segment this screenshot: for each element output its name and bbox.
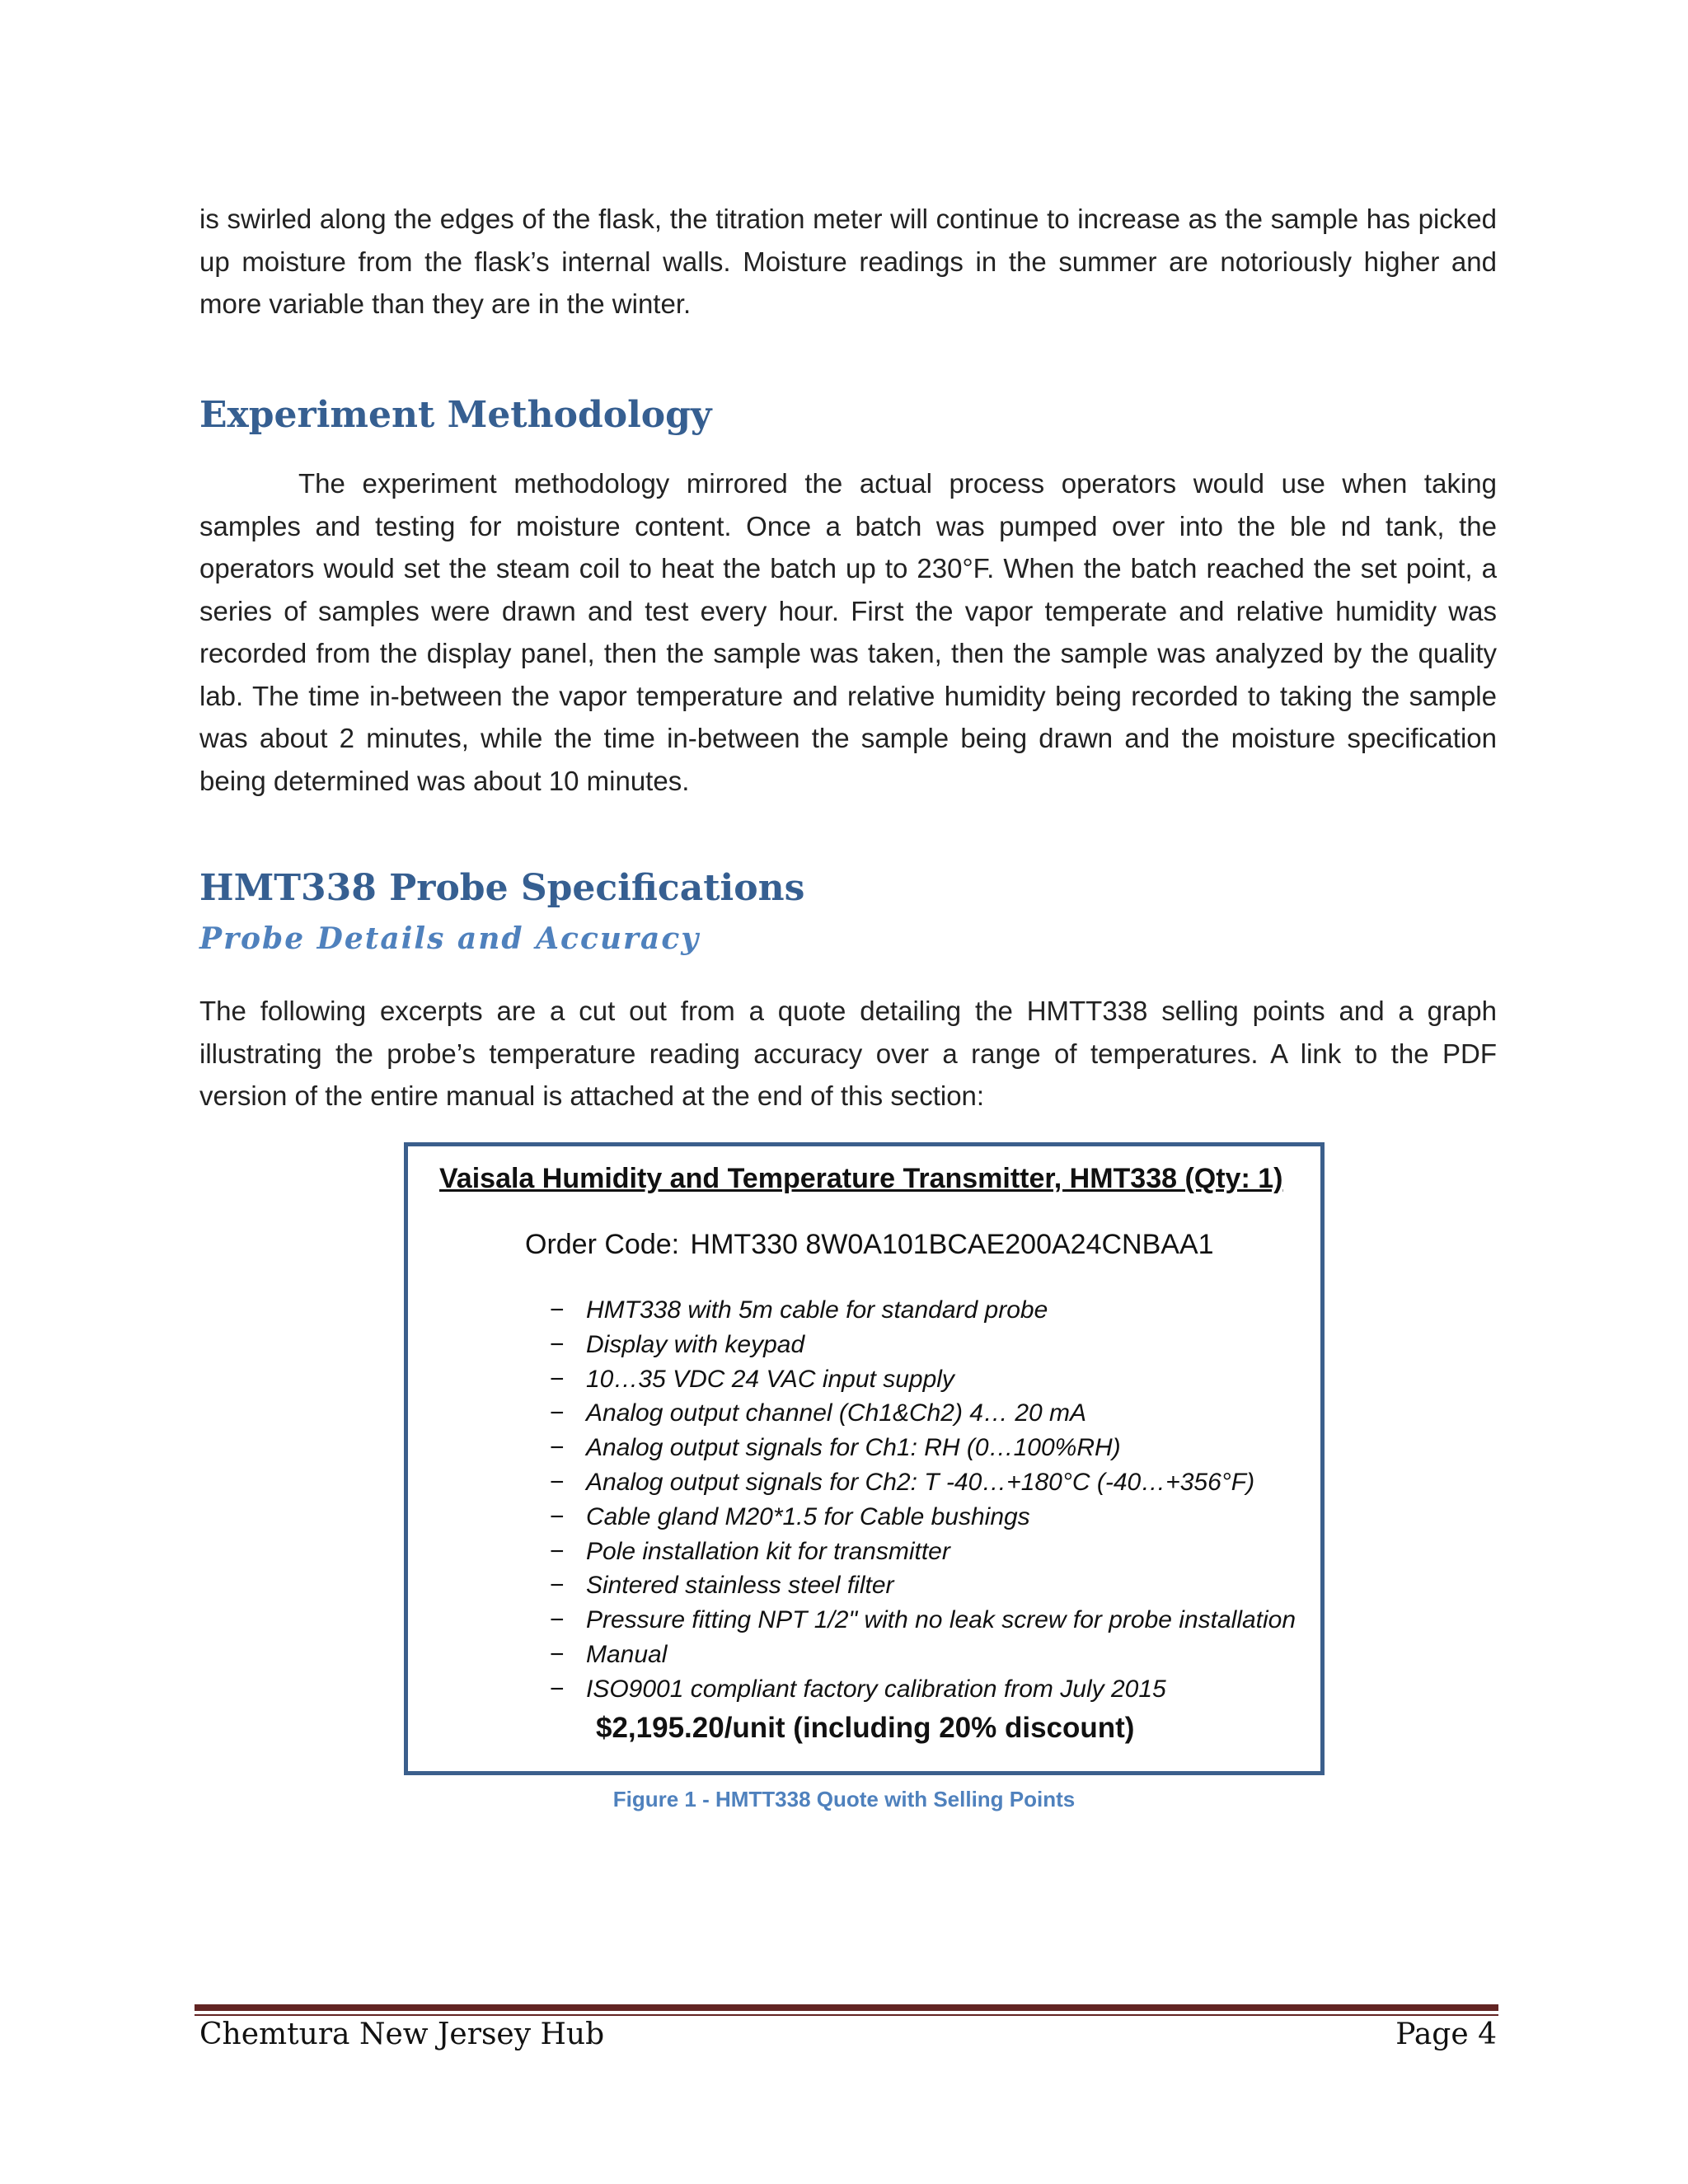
spec-list-item (550, 1431, 1296, 1465)
order-code-label: Order Code: (525, 1229, 680, 1260)
spec-list-item (550, 1500, 1296, 1535)
footer-rule (195, 2004, 1498, 2011)
bullet-dash: − (550, 1640, 565, 1668)
quote-box (404, 1142, 1325, 1775)
spec-list-item (550, 1328, 1296, 1362)
methodology-heading: Experiment Methodology (199, 394, 712, 436)
bullet-dash: − (550, 1675, 565, 1703)
page-number: Page 4 (1395, 2018, 1497, 2051)
bullet-dash: − (550, 1502, 565, 1530)
spec-item-text: Analog output signals for Ch1: RH (0…100%RH) (586, 1434, 1121, 1462)
methodology-paragraph: The experiment methodology mirrored the actual process operators would use when taking samples and testing for moisture content. Once a batch was pumped over into the ble nd tank, the operators would set the steam coil to heat the batch up to 230°F. When the batch reached the set point, a series of samples were drawn and test every hour. First the vapor temperate and relative humidity was recorded from the display panel, then the sample was taken, then the sample was analyzed by the quality lab. The time in-between the vapor temperature and relative humidity being recorded to taking the sample was about 2 minutes, while the time in-between the sample being drawn and the moisture specification being determined was about 10 minutes. (199, 468, 1497, 796)
spec-list-item (550, 1535, 1296, 1569)
spec-item-text: Analog output signals for Ch2: T -40…+180°C (-40…+356°F) (586, 1468, 1255, 1496)
bullet-dash: − (550, 1434, 565, 1462)
spec-item-text: Pressure fitting NPT 1/2" with no leak screw for probe installation (586, 1606, 1296, 1634)
spec-list-item (550, 1293, 1296, 1328)
spec-list-item (550, 1638, 1296, 1672)
spec-item-text: Sintered stainless steel filter (586, 1572, 894, 1600)
spec-item-text: ISO9001 compliant factory calibration from July 2015 (586, 1675, 1166, 1703)
bullet-dash: − (550, 1572, 565, 1600)
order-code-value: HMT330 8W0A101BCAE200A24CNBAA1 (690, 1229, 1214, 1260)
spec-item-text: 10…35 VDC 24 VAC input supply (586, 1365, 954, 1393)
bullet-dash: − (550, 1330, 565, 1358)
bullet-dash: − (550, 1296, 565, 1324)
spec-item-text: HMT338 with 5m cable for standard probe (586, 1296, 1048, 1324)
figure-caption: Figure 1 - HMTT338 Quote with Selling Points (612, 1787, 1076, 1811)
spec-item-text: Manual (586, 1640, 668, 1668)
spec-list-item (550, 1568, 1296, 1603)
bullet-dash: − (550, 1537, 565, 1565)
spec-list (550, 1293, 1296, 1707)
spec-list-item (550, 1603, 1296, 1638)
footer-rule-thin (195, 2014, 1498, 2016)
intro-paragraph: is swirled along the edges of the flask, the titration meter will continue to increase as the sample has picked up moisture from the flask’s internal walls. Moisture readings in the summer are notoriously higher and more variable than they are in the winter. (199, 204, 1497, 319)
quote-price: $2,195.20/unit (including 20% discount) (596, 1712, 1135, 1744)
spec-item-text: Display with keypad (586, 1330, 805, 1358)
probe-paragraph: The following excerpts are a cut out from a quote detailing the HMTT338 selling points and a graph illustrating the probe’s temperature reading accuracy over a range of temperatures. A link to the PDF version of the entire manual is attached at the end of this section: (199, 996, 1497, 1111)
spec-item-text: Cable gland M20*1.5 for Cable bushings (586, 1502, 1030, 1530)
bullet-dash: − (550, 1365, 565, 1393)
spec-item-text: Analog output channel (Ch1&Ch2) 4… 20 mA (586, 1399, 1087, 1427)
spec-list-item (550, 1465, 1296, 1500)
spec-list-item (550, 1672, 1296, 1707)
order-code (522, 1229, 1214, 1261)
spec-list-item (550, 1396, 1296, 1431)
bullet-dash: − (550, 1468, 565, 1496)
bullet-dash: − (550, 1606, 565, 1634)
bullet-dash: − (550, 1399, 565, 1427)
probe-heading: HMT338 Probe Specifications (199, 867, 805, 909)
quote-title: Vaisala Humidity and Temperature Transmitter, HMT338 (Qty: 1) (439, 1163, 1283, 1194)
footer-title: Chemtura New Jersey Hub (199, 2018, 605, 2051)
spec-list-item (550, 1362, 1296, 1397)
spec-item-text: Pole installation kit for transmitter (586, 1537, 950, 1565)
probe-subheading: Probe Details and Accuracy (199, 921, 701, 956)
